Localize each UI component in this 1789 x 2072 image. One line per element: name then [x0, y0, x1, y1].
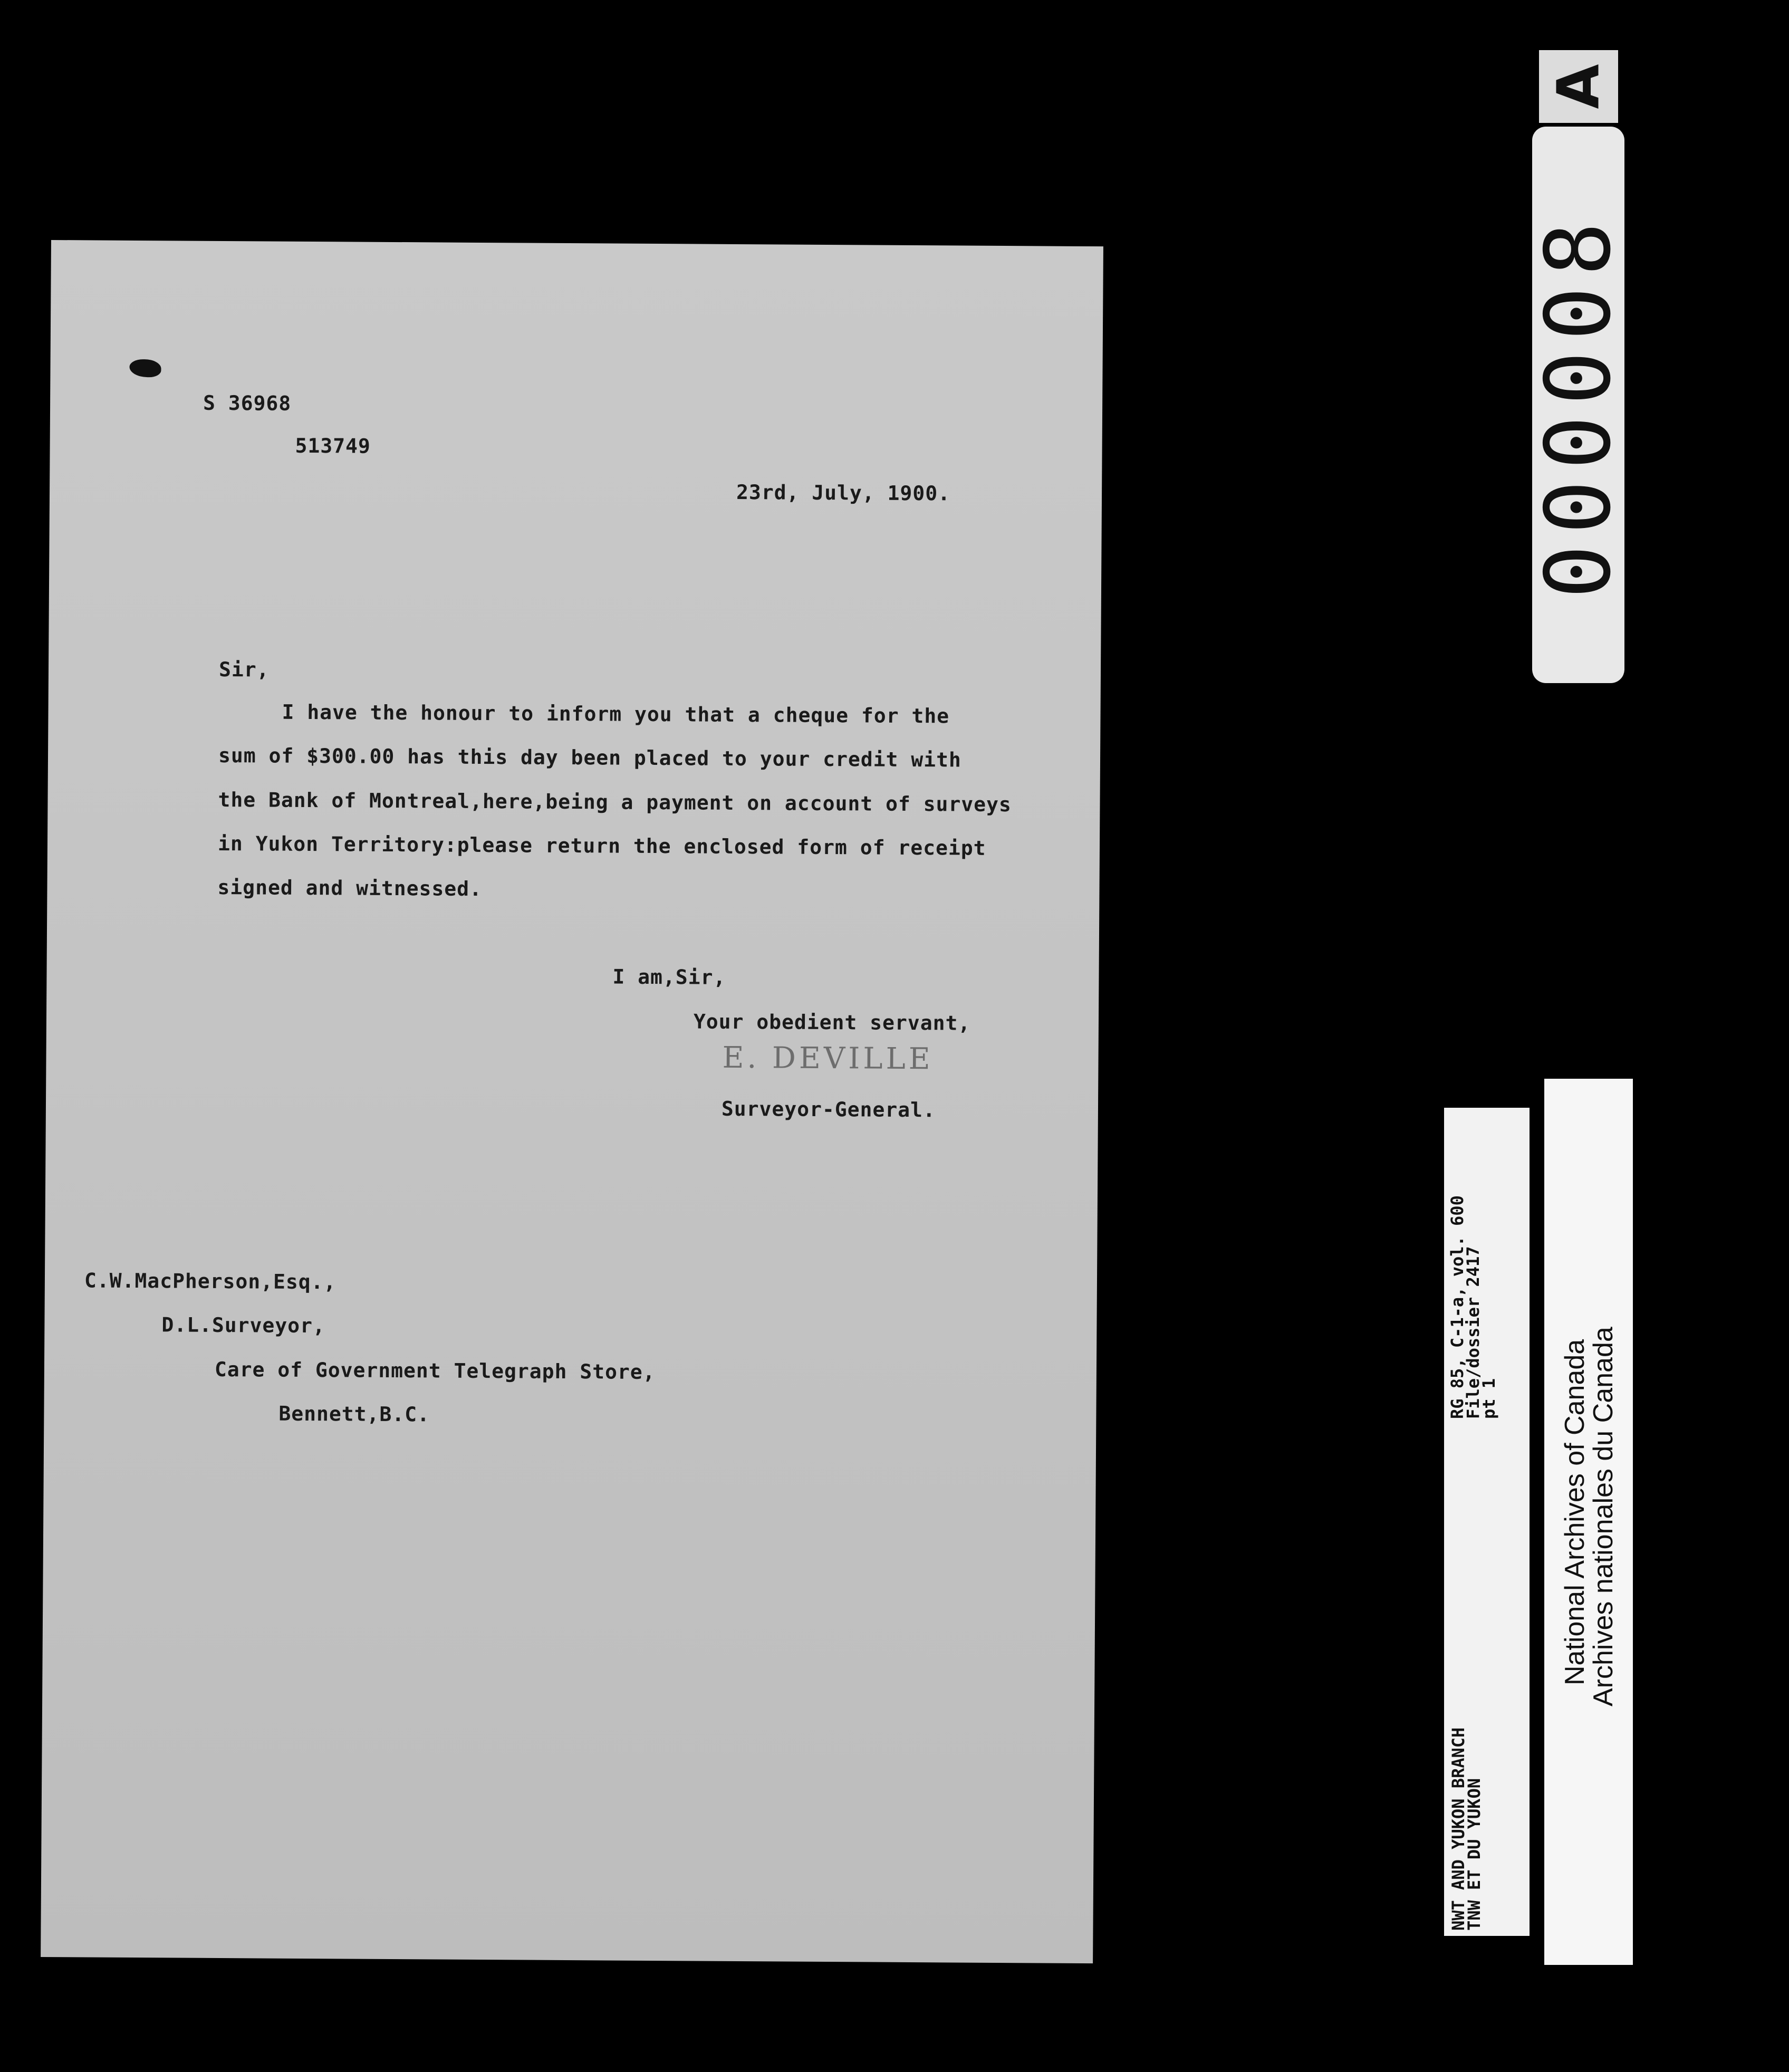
body-line-4: in Yukon Territory:please return the enclosed form of receipt — [217, 831, 986, 860]
frame-number: 000008 — [1526, 211, 1631, 599]
frame-counter — [1526, 127, 1631, 683]
signature-stamp: E. DEVILLE — [722, 1040, 934, 1077]
addressee-line-2: D.L.Surveyor, — [161, 1313, 325, 1338]
archive-reference-label — [1444, 1108, 1530, 1936]
salutation: Sir, — [218, 657, 270, 682]
reference-line-3: pt 1 — [1479, 1378, 1499, 1419]
institution-name-french: Archives nationales du Canada — [1588, 1327, 1619, 1706]
body-line-3: the Bank of Montreal,here,being a payment on account of surveys — [218, 788, 1012, 817]
body-line-2: sum of $300.00 has this day been placed to your credit with — [218, 743, 961, 772]
frame-letter-label — [1539, 50, 1618, 123]
ink-blot — [129, 359, 161, 377]
archives-label — [1544, 1079, 1633, 1965]
branch-line-2: TNW ET DU YUKON — [1464, 1778, 1484, 1931]
closing-line-1: I am,Sir, — [612, 965, 726, 989]
body-line-5: signed and witnessed. — [217, 875, 483, 901]
file-reference-1: S 36968 — [203, 391, 292, 415]
frame-letter: A — [1544, 64, 1612, 109]
addressee-line-4: Bennett,B.C. — [278, 1402, 430, 1426]
addressee-line-1: C.W.MacPherson,Esq., — [84, 1269, 336, 1294]
reference-line-1: RG 85, C-1-a, vol. 600 — [1447, 1195, 1467, 1419]
body-line-1: I have the honour to inform you that a cheque for the — [282, 700, 950, 728]
letter-date: 23rd, July, 1900. — [736, 480, 951, 505]
branch-line-1: NWT AND YUKON BRANCH — [1448, 1727, 1468, 1931]
signatory-title: Surveyor-General. — [721, 1097, 936, 1122]
file-reference-2: 513749 — [295, 434, 371, 458]
letter-page — [41, 240, 1103, 1963]
addressee-line-3: Care of Government Telegraph Store, — [214, 1357, 656, 1384]
institution-name-english: National Archives of Canada — [1560, 1339, 1590, 1685]
closing-line-2: Your obedient servant, — [693, 1010, 971, 1035]
reference-line-2: File/dossier 2417 — [1463, 1246, 1483, 1419]
